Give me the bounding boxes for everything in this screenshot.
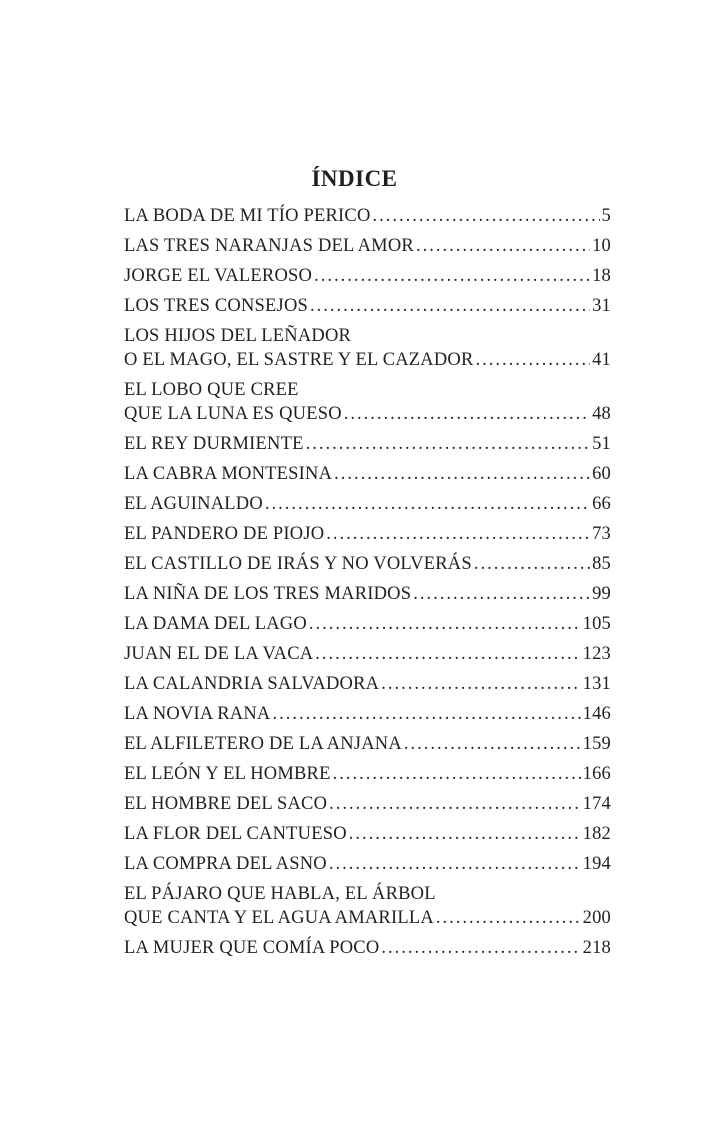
toc-entry	[124, 672, 611, 696]
toc-entry-title: EL LOBO QUE CREE	[124, 380, 299, 400]
toc-page-number: 131	[582, 674, 611, 694]
toc-entry-line	[124, 936, 611, 960]
toc-page-number: 182	[582, 824, 611, 844]
dot-leader	[310, 294, 590, 318]
toc-entry-line	[124, 672, 611, 696]
toc-entry-title: QUE CANTA Y EL AGUA AMARILLA	[124, 908, 434, 928]
toc-entry	[124, 612, 611, 636]
toc-entry-line	[124, 906, 611, 930]
toc-entry-line	[124, 552, 611, 576]
dot-leader	[436, 906, 581, 930]
toc-entry-line	[124, 492, 611, 516]
toc-entry	[124, 324, 611, 372]
toc-page-number: 200	[582, 908, 611, 928]
toc-page-number: 73	[592, 524, 611, 544]
toc-page-number: 146	[582, 704, 611, 724]
toc-entry-title: EL AGUINALDO	[124, 494, 263, 514]
toc-entry-title: EL ALFILETERO DE LA ANJANA	[124, 734, 402, 754]
toc-page-number: 5	[601, 206, 611, 226]
toc-entry-line	[124, 792, 611, 816]
toc-entry	[124, 378, 611, 426]
toc-entry-line	[124, 702, 611, 726]
toc-page-number: 174	[582, 794, 611, 814]
toc-entry	[124, 264, 611, 288]
toc-page-number: 48	[592, 404, 611, 424]
toc-entry-title: O EL MAGO, EL SASTRE Y EL CAZADOR	[124, 350, 474, 370]
toc-entry	[124, 234, 611, 258]
toc-page-number: 10	[592, 236, 611, 256]
dot-leader	[404, 732, 581, 756]
toc-entry	[124, 762, 611, 786]
toc-page-number: 123	[582, 644, 611, 664]
toc-entry-title: JORGE EL VALEROSO	[124, 266, 313, 286]
toc-entry-title: LOS TRES CONSEJOS	[124, 296, 308, 316]
toc-entry	[124, 822, 611, 846]
toc-entry-title: EL LEÓN Y EL HOMBRE	[124, 764, 331, 784]
toc-page-number: 31	[592, 296, 611, 316]
toc-page-number: 85	[592, 554, 611, 574]
toc-entry-line	[124, 348, 611, 372]
toc-entry-line	[124, 882, 611, 906]
toc-page-number: 105	[582, 614, 611, 634]
toc-entry	[124, 642, 611, 666]
toc-entry	[124, 732, 611, 756]
toc-entry	[124, 204, 611, 228]
toc-entry-title: EL PÁJARO QUE HABLA, EL ÁRBOL	[124, 884, 436, 904]
toc-entry	[124, 522, 611, 546]
toc-entry	[124, 792, 611, 816]
toc-entry-title: LA BODA DE MI TÍO PERICO	[124, 206, 371, 226]
toc-entry-title: EL HOMBRE DEL SACO	[124, 794, 328, 814]
toc-entry-title: LAS TRES NARANJAS DEL AMOR	[124, 236, 414, 256]
toc-entry-line	[124, 432, 611, 456]
toc-entry-line	[124, 378, 611, 402]
dot-leader	[326, 522, 590, 546]
toc-entry-line	[124, 462, 611, 486]
toc-entry	[124, 492, 611, 516]
toc-page-number: 194	[582, 854, 611, 874]
toc-entry-line	[124, 522, 611, 546]
toc-page-number: 218	[582, 938, 611, 958]
toc-entry-title: LOS HIJOS DEL LEÑADOR	[124, 326, 352, 346]
dot-leader	[265, 492, 590, 516]
dot-leader	[416, 234, 590, 258]
dot-leader	[381, 936, 580, 960]
toc-page-number: 51	[592, 434, 611, 454]
toc-entry	[124, 582, 611, 606]
toc-entry-title: EL REY DURMIENTE	[124, 434, 304, 454]
toc-entry	[124, 552, 611, 576]
toc-entry-line	[124, 402, 611, 426]
toc-entry-line	[124, 582, 611, 606]
toc-entry	[124, 852, 611, 876]
dot-leader	[273, 702, 581, 726]
toc-page-number: 166	[582, 764, 611, 784]
dot-leader	[344, 402, 590, 426]
toc-entry-line	[124, 204, 611, 228]
toc-entry	[124, 936, 611, 960]
dot-leader	[474, 552, 590, 576]
toc-page-number: 18	[592, 266, 611, 286]
dot-leader	[349, 822, 581, 846]
toc-entry-line	[124, 234, 611, 258]
toc-entry	[124, 294, 611, 318]
toc-entry-line	[124, 762, 611, 786]
toc-entry-line	[124, 822, 611, 846]
toc-entry-title: LA COMPRA DEL ASNO	[124, 854, 327, 874]
toc-entry-title: JUAN EL DE LA VACA	[124, 644, 314, 664]
toc-entry-line	[124, 264, 611, 288]
dot-leader	[413, 582, 590, 606]
toc-entry-line	[124, 642, 611, 666]
toc-page-number: 159	[582, 734, 611, 754]
table-of-contents	[124, 204, 611, 966]
dot-leader	[373, 204, 600, 228]
toc-entry-title: LA NOVIA RANA	[124, 704, 271, 724]
toc-entry-title: LA NIÑA DE LOS TRES MARIDOS	[124, 584, 412, 604]
dot-leader	[329, 792, 580, 816]
toc-page-number: 99	[592, 584, 611, 604]
toc-page-number: 60	[592, 464, 611, 484]
dot-leader	[309, 612, 581, 636]
toc-entry-title: LA CABRA MONTESINA	[124, 464, 333, 484]
toc-entry-title: LA CALANDRIA SALVADORA	[124, 674, 380, 694]
toc-entry-title: EL PANDERO DE PIOJO	[124, 524, 325, 544]
toc-entry-line	[124, 294, 611, 318]
dot-leader	[306, 432, 590, 456]
toc-entry-line	[124, 324, 611, 348]
toc-entry	[124, 882, 611, 930]
toc-entry-title: QUE LA LUNA ES QUESO	[124, 404, 342, 424]
dot-leader	[314, 264, 590, 288]
dot-leader	[315, 642, 580, 666]
dot-leader	[333, 762, 581, 786]
toc-entry	[124, 462, 611, 486]
toc-entry-title: EL CASTILLO DE IRÁS Y NO VOLVERÁS	[124, 554, 472, 574]
toc-entry-title: LA FLOR DEL CANTUESO	[124, 824, 347, 844]
dot-leader	[476, 348, 591, 372]
toc-entry-title: LA MUJER QUE COMÍA POCO	[124, 938, 380, 958]
page-title: ÍNDICE	[311, 166, 398, 191]
toc-entry-line	[124, 612, 611, 636]
toc-page-number: 41	[592, 350, 611, 370]
toc-page-number: 66	[592, 494, 611, 514]
dot-leader	[329, 852, 581, 876]
toc-entry-title: LA DAMA DEL LAGO	[124, 614, 307, 634]
dot-leader	[334, 462, 590, 486]
toc-entry-line	[124, 732, 611, 756]
toc-entry-line	[124, 852, 611, 876]
toc-entry	[124, 702, 611, 726]
toc-entry	[124, 432, 611, 456]
dot-leader	[381, 672, 580, 696]
